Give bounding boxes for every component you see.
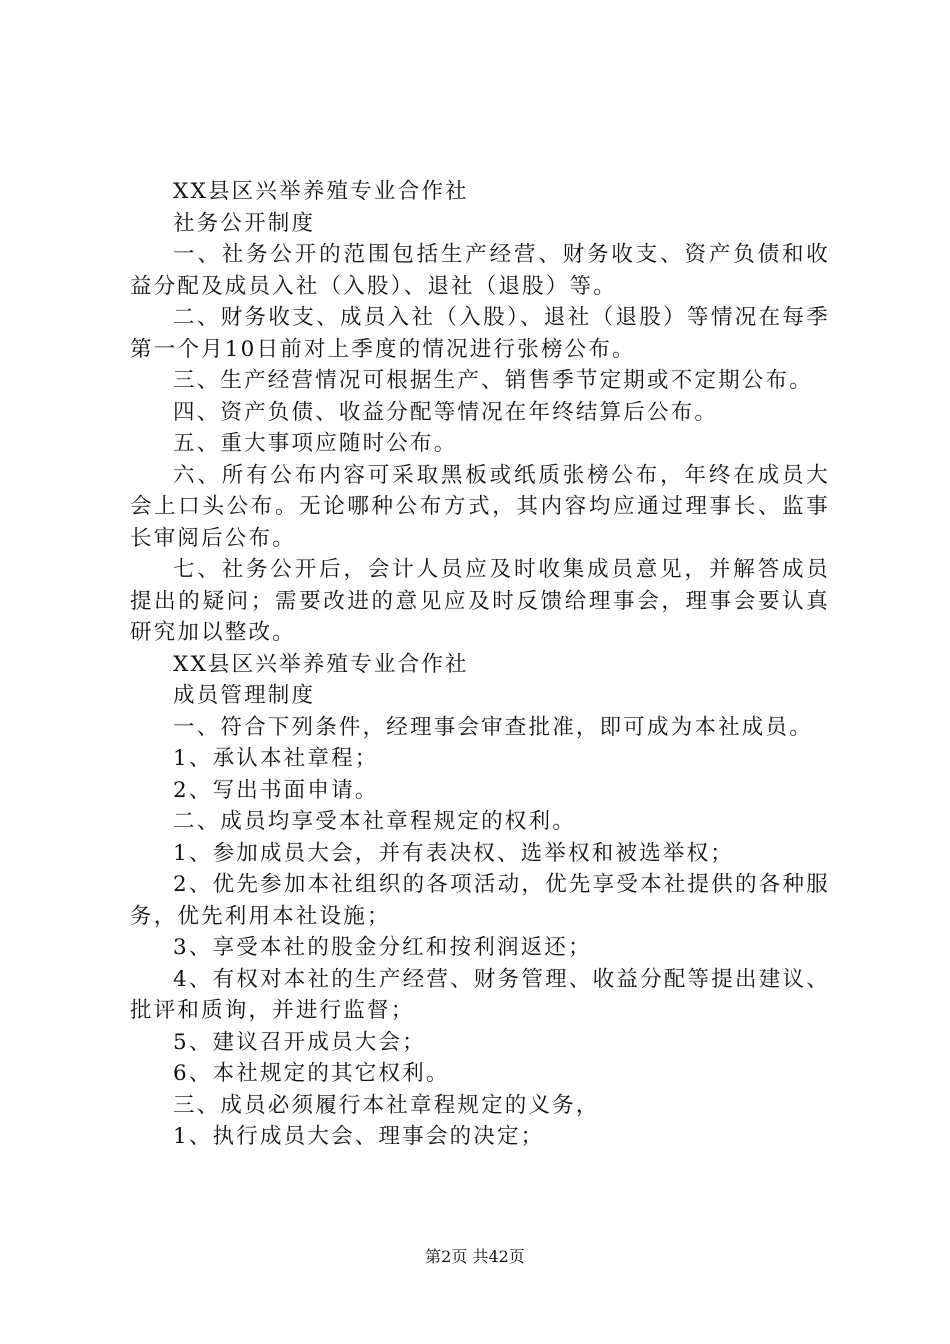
list-item: 3、享受本社的股金分红和按利润返还； <box>173 935 592 960</box>
section-title-membership: 成员管理制度 <box>173 683 316 708</box>
paragraph: 五、重大事项应随时公布。 <box>173 431 458 456</box>
section-title-disclosure: 社务公开制度 <box>173 210 316 236</box>
list-item: 1、承认本社章程； <box>173 746 379 771</box>
list-item: 5、建议召开成员大会； <box>173 1029 426 1055</box>
paragraph: 一、符合下列条件，经理事会审查批准，即可成为本社成员。 <box>173 714 813 740</box>
page-number: 第2页 共42页 <box>425 1247 525 1266</box>
list-item: 2、写出书面申请。 <box>173 777 379 803</box>
list-item: 1、执行成员大会、理事会的决定； <box>173 1124 545 1149</box>
document-body <box>130 176 830 1153</box>
paragraph: 三、成员必须履行本社章程规定的义务， <box>173 1092 600 1118</box>
paragraph: 二、财务收支、成员入社（入股）、退社（退股）等情况在每季第一个月10日前对上季度的情况进行张榜公布。 <box>130 305 830 362</box>
list-item: 1、参加成员大会，并有表决权、选举权和被选举权； <box>173 840 734 866</box>
paragraph: 二、成员均享受本社章程规定的权利。 <box>173 809 576 834</box>
list-item: 4、有权对本社的生产经营、财务管理、收益分配等提出建议、批评和质询，并进行监督； <box>130 966 830 1023</box>
paragraph: 一、社务公开的范围包括生产经营、财务收支、资产负债和收益分配及成员入社（入股）、退社（退股）等。 <box>130 242 830 299</box>
list-item: 2、优先参加本社组织的各项活动，优先享受本社提供的各种服务，优先利用本社设施； <box>130 872 830 929</box>
paragraph: 六、所有公布内容可采取黑板或纸质张榜公布，年终在成员大会上口头公布。无论哪种公布方式，其内容均应通过理事长、监事长审阅后公布。 <box>130 462 830 551</box>
coop-title-1: XX县区兴举养殖专业合作社 <box>173 179 469 204</box>
paragraph: 三、生产经营情况可根据生产、销售季节定期或不定期公布。 <box>173 368 813 393</box>
paragraph: 四、资产负债、收益分配等情况在年终结算后公布。 <box>173 399 719 425</box>
coop-title-2: XX县区兴举养殖专业合作社 <box>173 651 469 677</box>
list-item: 6、本社规定的其它权利。 <box>173 1061 450 1086</box>
paragraph: 七、社务公开后，会计人员应及时收集成员意见，并解答成员提出的疑问；需要改进的意见应及时反馈给理事会，理事会要认真研究加以整改。 <box>130 557 830 645</box>
